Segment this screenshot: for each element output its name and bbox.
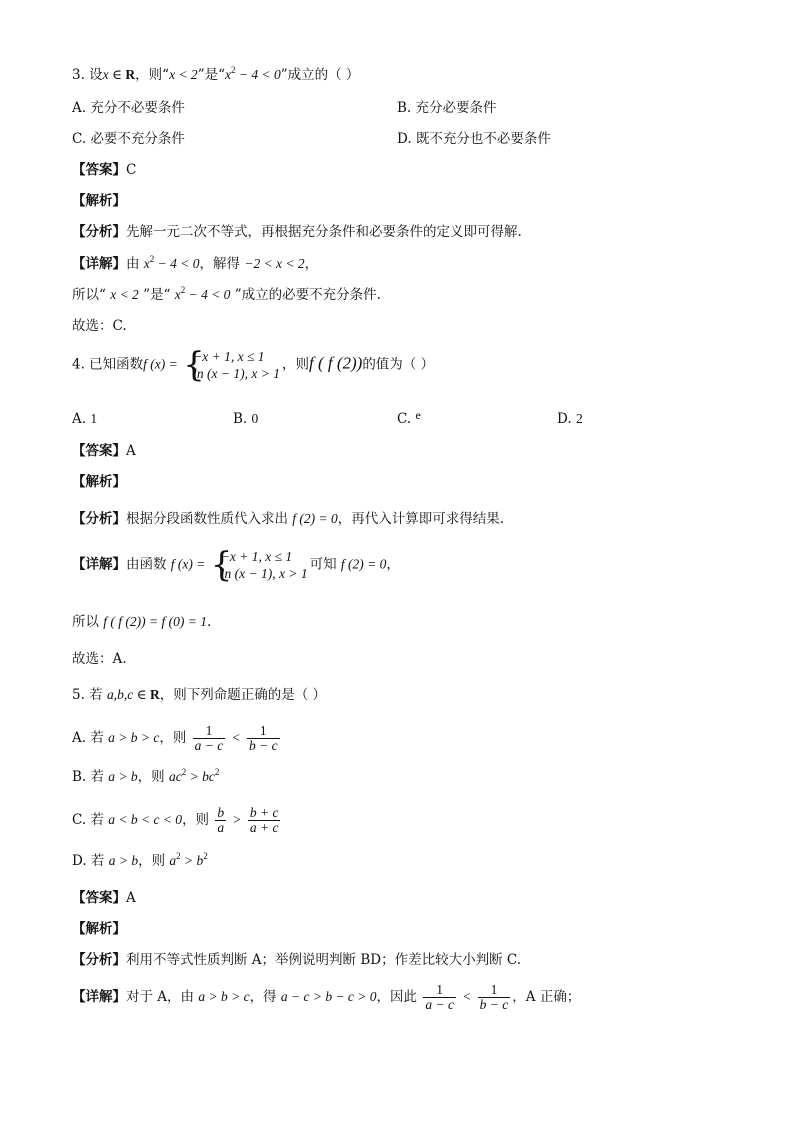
q4-option-c: C. e bbox=[397, 408, 421, 427]
q5-option-b: B. 若 a > b，则 $ac^2 > bc^2$ bbox=[72, 767, 220, 785]
q3-option-b: B. 充分必要条件 bbox=[397, 100, 497, 116]
q3-option-c: C. 必要不充分条件 bbox=[72, 131, 185, 147]
q4-answer: 【答案】A bbox=[72, 443, 136, 459]
fraction: $\frac{1}{a - c}$ bbox=[425, 982, 454, 1012]
q3-option-a: A. 充分不必要条件 bbox=[72, 100, 185, 116]
fraction: $\frac{b}{a}$ bbox=[217, 805, 225, 835]
q4-option-d: D. 2 bbox=[557, 411, 583, 427]
q5-stem: 5. 若 a,b,c ∈ R，则下列命题正确的是（ ） bbox=[72, 687, 327, 703]
q5-option-c: C. 若 a < b < c < 0，则 $\frac{b}{a}$ > $\frac{b + c}{a + c}$ bbox=[72, 805, 279, 835]
fraction: $\frac{1}{b - c}$ bbox=[479, 982, 509, 1012]
q4-conclusion: 所以 f ( f (2)) = f (0) = 1. bbox=[72, 614, 212, 630]
q4-option-b: B. 0 bbox=[233, 411, 259, 427]
q3-fenxi: 【分析】先解一元二次不等式，再根据充分条件和必要条件的定义即可得解. bbox=[72, 224, 522, 240]
q3-option-d: D. 既不充分也不必要条件 bbox=[397, 131, 551, 147]
q4-xiangjie: 【详解】由函数 f (x) = { −x + 1, x ≤ 1 ln (x − 1), x > 1 可知 f (2) = 0， bbox=[72, 545, 400, 585]
q3-conclusion: 所以“ x < 2 ”是“ $x^2 - 4 < 0$ ”成立的必要不充分条件. bbox=[72, 285, 381, 303]
piecewise-function: { −x + 1, x ≤ 1 ln (x − 1), x > 1 bbox=[183, 345, 280, 385]
q4-fenxi: 【分析】根据分段函数性质代入求出 f (2) = 0，再代入计算即可求得结果. bbox=[72, 511, 505, 527]
q3-xiangjie: 【详解】由 $x^2 - 4 < 0$，解得 −2 < x < 2， bbox=[72, 254, 319, 272]
q5-jiexi: 【解析】 bbox=[72, 921, 126, 937]
fraction: $\frac{1}{b - c}$ bbox=[248, 723, 278, 753]
q5-answer: 【答案】A bbox=[72, 890, 136, 906]
q4-option-a: A. 1 bbox=[72, 411, 98, 427]
q4-jiexi: 【解析】 bbox=[72, 474, 126, 490]
q3-choice: 故选：C. bbox=[72, 318, 127, 334]
q4-stem: 4. 已知函数f (x) = { −x + 1, x ≤ 1 ln (x − 1), x > 1 ，则f ( f (2))的值为（ ） bbox=[72, 345, 435, 385]
q3-jiexi: 【解析】 bbox=[72, 193, 126, 209]
q5-option-a: A. 若 a > b > c，则 $\frac{1}{a - c}$ < $\frac{1}{b - c}$ bbox=[72, 723, 278, 753]
q3-stem: 3. 设x ∈ R，则“x < 2”是“$x^2 - 4 < 0$”成立的（ ） bbox=[72, 65, 360, 83]
q4-choice: 故选：A. bbox=[72, 651, 127, 667]
q5-fenxi: 【分析】利用不等式性质判断 A；举例说明判断 BD；作差比较大小判断 C. bbox=[72, 952, 522, 968]
q3-answer: 【答案】C bbox=[72, 162, 137, 178]
q5-option-d: D. 若 a > b，则 $a^2 > b^2$ bbox=[72, 851, 208, 869]
fraction: $\frac{1}{a - c}$ bbox=[194, 723, 224, 753]
fraction: $\frac{b + c}{a + c}$ bbox=[249, 805, 279, 835]
q5-xiangjie: 【详解】对于 A，由 a > b > c，得 a − c > b − c > 0，因此 $\frac{1}{a - c}$ < $\frac{1}{b - c}$ ，A 正确； bbox=[72, 982, 581, 1012]
piecewise-function: { −x + 1, x ≤ 1 ln (x − 1), x > 1 bbox=[210, 545, 308, 585]
